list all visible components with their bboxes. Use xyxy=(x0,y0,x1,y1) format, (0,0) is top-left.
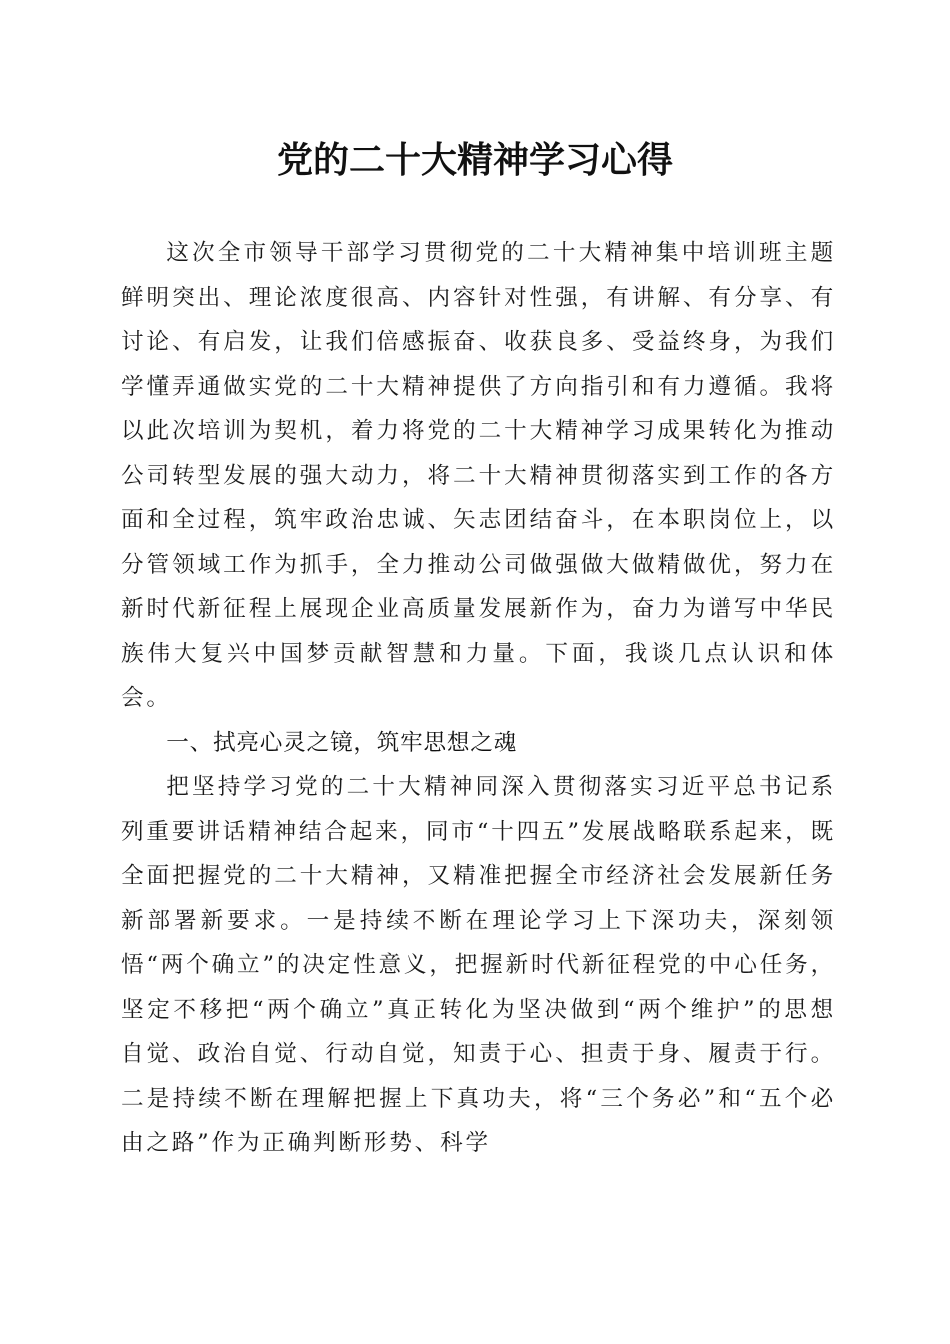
document-body xyxy=(121,231,836,1166)
document-title: 党的二十大精神学习心得 xyxy=(276,139,673,181)
intro-paragraph: 这次全市领导干部学习贯彻党的二十大精神集中培训班主题鲜明突出、理论浓度很高、内容针对性强，有讲解、有分享、有讨论、有启发，让我们倍感振奋、收获良多、受益终身，为我们学懂弄通做实党的二十大精神提供了方向指引和有力遵循。我将以此次培训为契机，着力将党的二十大精神学习成果转化为推动公司转型发展的强大动力，将二十大精神贯彻落实到工作的各方面和全过程，筑牢政治忠诚、矢志团结奋斗，在本职岗位上，以分管领域工作为抓手，全力推动公司做强做大做精做优，努力在新时代新征程上展现企业高质量发展新作为，奋力为谱写中华民族伟大复兴中国梦贡献智慧和力量。下面，我谈几点认识和体会。 xyxy=(121,240,836,711)
section-heading: 一、拭亮心灵之镜，筑牢思想之魂 xyxy=(166,729,518,756)
section-paragraph: 把坚持学习党的二十大精神同深入贯彻落实习近平总书记系列重要讲话精神结合起来，同市“十四五”发展战略联系起来，既全面把握党的二十大精神，又精准把握全市经济社会发展新任务新部署新要求。一是持续不断在理论学习上下深功夫，深刻领悟“两个确立”的决定性意义，把握新时代新征程党的中心任务，坚定不移把“两个确立”真正转化为坚决做到“两个维护”的思想自觉、政治自觉、行动自觉，知责于心、担责于身、履责于行。二是持续不断在理解把握上下真功夫，将“三个务必”和“五个必由之路”作为正确判断形势、科学 xyxy=(121,774,836,1156)
